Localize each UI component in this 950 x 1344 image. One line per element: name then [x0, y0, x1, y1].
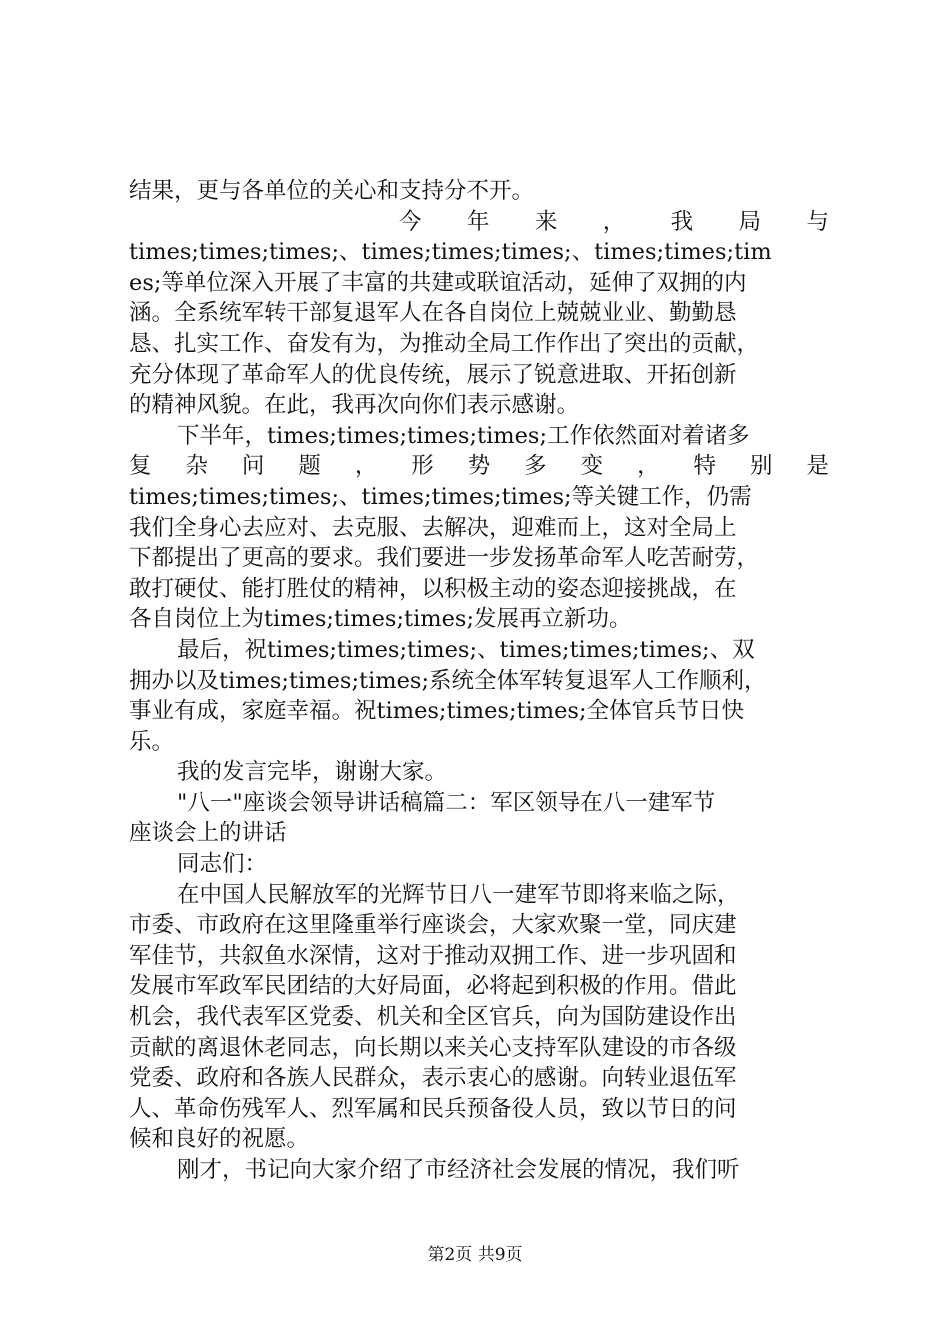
text-line: 市委、市政府在这里隆重举行座谈会，大家欢聚一堂，同庆建	[129, 912, 737, 939]
spread-char: 杂	[185, 453, 208, 480]
document-body	[129, 176, 829, 1186]
section-heading-line: 座谈会上的讲话	[129, 820, 287, 847]
spread-char: ，	[637, 453, 660, 480]
spread-char: 今	[399, 208, 422, 235]
spread-text-line	[129, 451, 829, 482]
text-line: 结果，更与各单位的关心和支持分不开。	[129, 178, 535, 204]
spread-char: 来	[534, 208, 558, 235]
text-line: 最后，祝times;times;times;、times;times;times;、双	[177, 636, 755, 663]
spread-char: 问	[241, 453, 265, 480]
text-line: 恳、扎实工作、奋发有为，为推动全局工作作出了突出的贡献，	[129, 330, 760, 357]
spread-char: 特	[693, 453, 717, 480]
text-line: 下都提出了更高的要求。我们要进一步发扬革命军人吃苦耐劳，	[129, 545, 760, 572]
spread-char: 与	[806, 208, 829, 235]
spread-char: 年	[466, 208, 490, 235]
text-line: 机会，我代表军区党委、机关和全区官兵，向为国防建设作出	[129, 1004, 737, 1031]
section-heading-line: "八一"座谈会领导讲话稿篇二：军区领导在八一建军节	[177, 789, 716, 816]
text-line: times;times;times;、times;times;times;等关键工作，仍需	[129, 483, 752, 510]
text-line: 的精神风貌。在此，我再次向你们表示感谢。	[129, 392, 580, 419]
spread-char: 变	[580, 453, 604, 480]
text-line: 涵。全系统军转干部复退军人在各自岗位上兢兢业业、勤勤恳	[129, 300, 737, 327]
spread-char: 多	[524, 453, 547, 480]
text-line: 乐。	[129, 728, 175, 755]
spread-text-line	[129, 207, 829, 238]
text-line: 人、革命伤残军人、烈军属和民兵预备役人员，致以节日的问	[129, 1095, 737, 1122]
spread-char: 势	[467, 453, 491, 480]
salutation-line: 同志们：	[177, 851, 268, 878]
page-footer: 第2页 共9页	[427, 1245, 523, 1265]
text-line: 贡献的离退休老同志，向长期以来关心支持军队建设的市各级	[129, 1034, 737, 1061]
text-line: 拥办以及times;times;times;系统全体军转复退军人工作顺利，	[129, 667, 767, 694]
text-line: 下半年，times;times;times;times;工作依然面对着诸多	[177, 422, 750, 449]
spread-char: 形	[411, 453, 434, 480]
text-line: 刚才，书记向大家介绍了市经济社会发展的情况，我们听	[177, 1157, 740, 1183]
text-line: 我的发言完毕，谢谢大家。	[177, 759, 448, 786]
spread-char: ，	[602, 208, 626, 235]
text-line: 军佳节，共叙鱼水深情，这对于推动双拥工作、进一步巩固和	[129, 942, 737, 969]
spread-char: 是	[806, 453, 829, 480]
text-line: 党委、政府和各族人民群众，表示衷心的感谢。向转业退伍军	[129, 1065, 737, 1092]
spread-char: ，	[354, 453, 378, 480]
text-line: 充分体现了革命军人的优良传统，展示了锐意进取、开拓创新	[129, 361, 737, 388]
text-line: 发展市军政军民团结的大好局面，必将起到积极的作用。借此	[129, 973, 737, 1000]
text-line: 候和良好的祝愿。	[129, 1126, 310, 1153]
text-line: 敢打硬仗、能打胜仗的精神，以积极主动的姿态迎接挑战，在	[129, 575, 737, 602]
text-line: 各自岗位上为times;times;times;发展再立新功。	[129, 606, 632, 633]
text-line: es;等单位深入开展了丰富的共建或联谊活动，延伸了双拥的内	[129, 269, 747, 296]
text-line: 在中国人民解放军的光辉节日八一建军节即将来临之际，	[177, 881, 740, 908]
text-line: times;times;times;、times;times;times;、times;times;tim	[129, 239, 772, 266]
text-line: 我们全身心去应对、去克服、去解决，迎难而上，这对全局上	[129, 514, 737, 541]
spread-char: 我	[670, 208, 694, 235]
spread-char: 别	[749, 453, 773, 480]
spread-char: 题	[298, 453, 321, 480]
spread-char: 复	[129, 453, 152, 480]
spread-char: 局	[738, 208, 762, 235]
text-line: 事业有成，家庭幸福。祝times;times;times;全体官兵节日快	[129, 698, 745, 725]
